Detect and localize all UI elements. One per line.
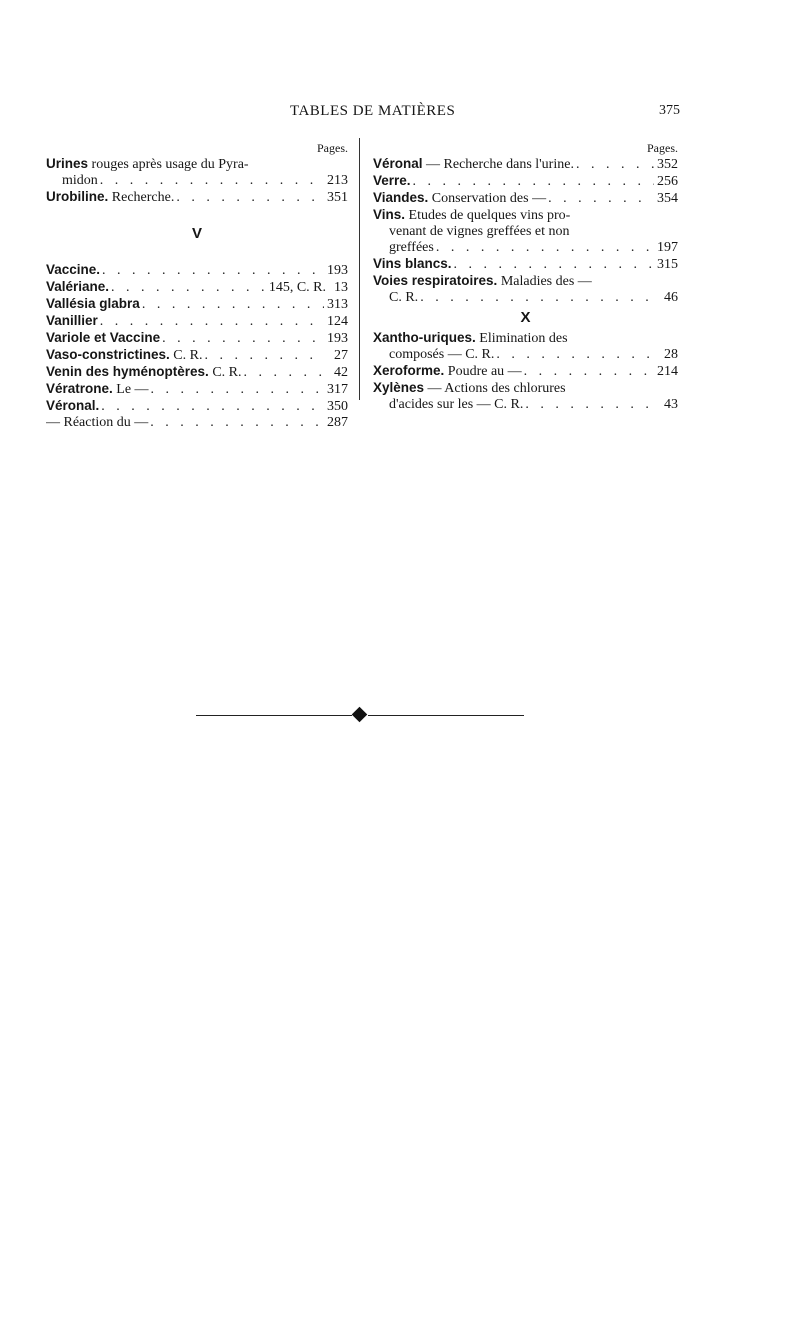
page-ref: 193 bbox=[327, 263, 348, 278]
index-entry bbox=[46, 313, 348, 330]
entry-line bbox=[373, 380, 678, 397]
leader-dots bbox=[150, 415, 324, 431]
rule-line-right bbox=[368, 715, 524, 716]
index-entry bbox=[46, 262, 348, 279]
entry-line bbox=[46, 381, 348, 398]
entry-heading: Xylènes bbox=[373, 380, 425, 395]
entry-text: Recherche. bbox=[108, 190, 175, 205]
index-entry bbox=[373, 256, 678, 273]
index-entry bbox=[46, 415, 348, 431]
index-entry bbox=[46, 364, 348, 381]
entry-heading: Valériane. bbox=[46, 279, 110, 294]
entry-reference: 145, C. R. bbox=[268, 280, 326, 295]
entry-heading: Véronal. bbox=[46, 398, 100, 413]
entry-text: — Recherche dans l'urine. bbox=[422, 157, 574, 172]
entry-continuation bbox=[373, 240, 678, 256]
entry-text: rouges après usage du Pyra- bbox=[88, 157, 249, 172]
page-ref: 28 bbox=[664, 347, 678, 362]
index-entry bbox=[46, 296, 348, 313]
leader-dots bbox=[142, 297, 324, 313]
page-ref: 46 bbox=[664, 290, 678, 305]
index-entry bbox=[373, 273, 678, 306]
running-header bbox=[0, 103, 800, 123]
leader-dots bbox=[162, 331, 324, 347]
entry-continuation bbox=[373, 397, 678, 413]
entry-line bbox=[46, 313, 348, 330]
entry-heading: Verre. bbox=[373, 173, 411, 188]
entry-line bbox=[373, 256, 678, 273]
leader-dots bbox=[151, 382, 324, 398]
index-entry bbox=[46, 381, 348, 398]
entry-text: composés — C. R. bbox=[389, 347, 495, 362]
index-entry bbox=[46, 189, 348, 206]
entry-text: greffées bbox=[389, 240, 434, 255]
page-ref: 197 bbox=[657, 240, 678, 255]
entry-text: Le — bbox=[112, 382, 149, 397]
leader-dots bbox=[204, 348, 324, 364]
page-ref: 27 bbox=[334, 348, 348, 363]
section-letter-x: X bbox=[520, 309, 531, 326]
leader-dots bbox=[576, 157, 654, 173]
right-column bbox=[373, 140, 678, 413]
pages-label: Pages. bbox=[317, 141, 348, 155]
entry-heading: Viandes. bbox=[373, 190, 429, 205]
spacer bbox=[46, 246, 348, 262]
leader-dots bbox=[244, 365, 325, 381]
entry-heading: Vallésia glabra bbox=[46, 296, 140, 311]
entry-line bbox=[46, 156, 348, 173]
left-top-entries bbox=[46, 156, 348, 206]
entry-text: d'acides sur les — C. R. bbox=[389, 397, 524, 412]
entry-line bbox=[46, 364, 348, 381]
index-entry bbox=[373, 330, 678, 363]
entry-continuation bbox=[373, 347, 678, 363]
entry-text: Elimination des bbox=[475, 331, 568, 346]
entry-heading: Xantho-uriques. bbox=[373, 330, 476, 345]
leader-dots bbox=[454, 257, 654, 273]
entry-text: — Réaction du — bbox=[46, 415, 149, 430]
index-entry bbox=[373, 173, 678, 190]
entry-line bbox=[373, 207, 678, 224]
page-ref: 42 bbox=[334, 365, 348, 380]
entry-line bbox=[373, 363, 678, 380]
index-entry bbox=[46, 279, 348, 296]
entry-heading: Vaccine. bbox=[46, 262, 101, 277]
index-entry bbox=[46, 330, 348, 347]
entry-line bbox=[46, 347, 348, 364]
entry-heading: Urines bbox=[46, 156, 89, 171]
entry-line bbox=[373, 273, 678, 290]
page-ref: 13 bbox=[334, 280, 348, 295]
page-ref: 351 bbox=[327, 190, 348, 205]
page-ref: 193 bbox=[327, 331, 348, 346]
page-ref: 256 bbox=[657, 174, 678, 189]
page-ref: 124 bbox=[327, 314, 348, 329]
section-letter-v: V bbox=[191, 225, 202, 242]
index-entry bbox=[373, 190, 678, 207]
entry-line bbox=[373, 330, 678, 347]
leader-dots bbox=[100, 173, 324, 189]
page-ref: 214 bbox=[657, 364, 678, 379]
rule-line-left bbox=[196, 715, 352, 716]
page-ref: 43 bbox=[664, 397, 678, 412]
index-entry bbox=[373, 207, 678, 256]
leader-dots bbox=[548, 191, 654, 207]
entry-heading: Vaso-constrictines. bbox=[46, 347, 170, 362]
page-number: 375 bbox=[659, 103, 680, 118]
index-entry bbox=[373, 363, 678, 380]
entry-text: Etudes de quelques vins pro- bbox=[405, 208, 571, 223]
page-ref: 287 bbox=[327, 415, 348, 430]
entry-line bbox=[46, 189, 348, 206]
entry-heading: Véronal bbox=[373, 156, 423, 171]
entry-line bbox=[46, 330, 348, 347]
left-v-entries bbox=[46, 262, 348, 431]
entry-line bbox=[46, 262, 348, 279]
entry-heading: Venin des hyménoptères. bbox=[46, 364, 209, 379]
ornamental-rule bbox=[196, 707, 524, 725]
right-top-entries bbox=[373, 156, 678, 306]
entry-text: — Actions des chlorures bbox=[424, 381, 566, 396]
entry-text: Poudre au — bbox=[444, 364, 522, 379]
page-ref: 317 bbox=[327, 382, 348, 397]
entry-line bbox=[373, 156, 678, 173]
left-column bbox=[46, 140, 348, 431]
entry-text: venant de vignes greffées et non bbox=[389, 224, 570, 239]
leader-dots bbox=[102, 263, 324, 279]
entry-heading: Vératrone. bbox=[46, 381, 113, 396]
entry-text: C. R. bbox=[389, 290, 419, 305]
entry-heading: Xeroforme. bbox=[373, 363, 445, 378]
entry-heading: Variole et Vaccine bbox=[46, 330, 161, 345]
page-ref: 213 bbox=[327, 173, 348, 188]
index-entry bbox=[373, 156, 678, 173]
entry-text: C. R. bbox=[169, 348, 203, 363]
page-ref: 354 bbox=[657, 191, 678, 206]
index-entry bbox=[46, 156, 348, 189]
column-divider bbox=[359, 138, 360, 400]
page-ref: 315 bbox=[657, 257, 678, 272]
leader-dots bbox=[101, 399, 324, 415]
leader-dots bbox=[420, 290, 654, 306]
running-title: TABLES DE MATIÈRES bbox=[290, 103, 456, 119]
leader-dots bbox=[496, 347, 654, 363]
pages-label: Pages. bbox=[647, 141, 678, 155]
leader-dots bbox=[524, 364, 654, 380]
entry-continuation bbox=[373, 224, 678, 240]
entry-line bbox=[46, 296, 348, 313]
spacer bbox=[46, 206, 348, 222]
entry-continuation bbox=[373, 290, 678, 306]
leader-dots bbox=[100, 314, 324, 330]
index-entry bbox=[373, 380, 678, 413]
entry-line bbox=[46, 279, 348, 296]
entry-text: Maladies des — bbox=[497, 274, 592, 289]
entry-heading: Vins. bbox=[373, 207, 406, 222]
right-x-entries bbox=[373, 330, 678, 413]
leader-dots bbox=[413, 174, 654, 190]
entry-text: Conservation des — bbox=[428, 191, 547, 206]
entry-line bbox=[373, 190, 678, 207]
entry-text: C. R. bbox=[208, 365, 242, 380]
entry-heading: Vanillier bbox=[46, 313, 98, 328]
entry-heading: Vins blancs. bbox=[373, 256, 452, 271]
entry-continuation bbox=[46, 173, 348, 189]
leader-dots bbox=[176, 190, 324, 206]
leader-dots bbox=[525, 397, 654, 413]
index-entry bbox=[46, 398, 348, 415]
index-entry bbox=[46, 347, 348, 364]
entry-heading: Voies respiratoires. bbox=[373, 273, 498, 288]
leader-dots bbox=[436, 240, 654, 256]
leader-dots bbox=[111, 280, 267, 296]
diamond-ornament-icon bbox=[352, 707, 368, 723]
page-ref: 313 bbox=[327, 297, 348, 312]
entry-line bbox=[46, 398, 348, 415]
entry-line bbox=[46, 415, 348, 431]
entry-heading: Urobiline. bbox=[46, 189, 109, 204]
page-ref: 352 bbox=[657, 157, 678, 172]
entry-text: midon bbox=[62, 173, 98, 188]
entry-line bbox=[373, 173, 678, 190]
page-ref: 350 bbox=[327, 399, 348, 414]
